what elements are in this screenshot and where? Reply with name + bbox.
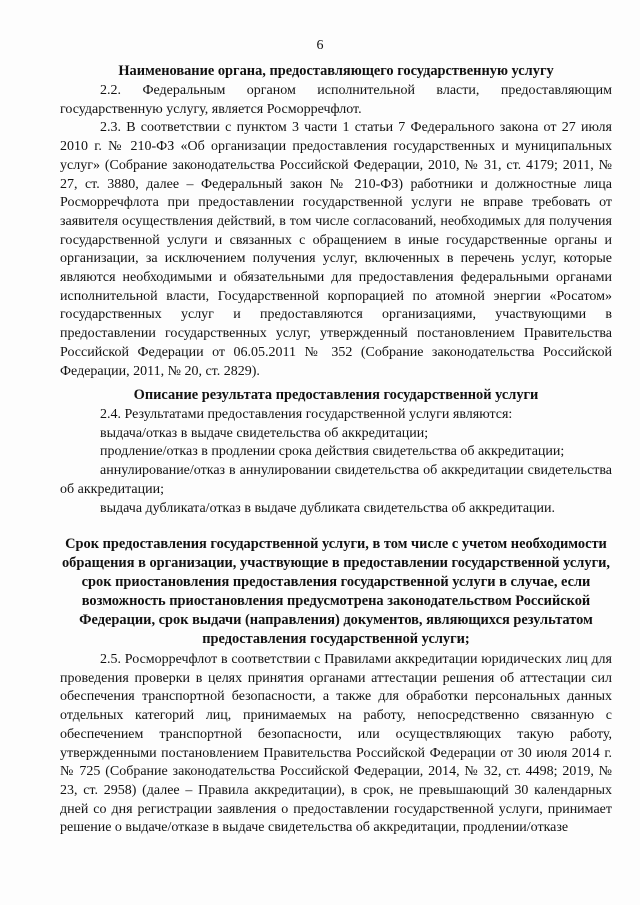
section-heading-result: Описание результата предоставления государственной услуги <box>133 387 539 403</box>
section-heading-term: Срок предоставления государственной услуги, в том числе с учетом необходимости обращения в организации, участвующие в предоставлении государственной услуги, срок приостановления предоставления государственной услуги в случае, если возможность приостановления предусмотрена законодательством Российской Федерации, срок выдачи (направления) документов, являющихся результатом предоставления государственной услуги; <box>61 536 610 647</box>
paragraph-2-4: 2.4. Результатами предоставления государственной услуги являются: <box>100 407 513 422</box>
section-heading-authority: Наименование органа, предоставляющего государственную услугу <box>118 63 554 79</box>
paragraph-2-2: 2.2. Федеральным органом исполнительной власти, предоставляющим государственную услугу, является Росморречфлот. <box>60 83 612 117</box>
section-body-term <box>60 651 612 838</box>
paragraph-2-5: 2.5. Росморречфлот в соответствии с Правилами аккредитации юридических лиц для проведения проверки в целях принятия органами аттестации решения об аттестации сил обеспечения транспортной безопасности, а также для обработки персональных данных отдельных категорий лиц, принимаемых на работу, непосредственно связанную с обеспечением транспортной безопасности, или осуществляющих такую работу, утвержденными постановлением Правительства Российской Федерации от 30 июля 2014 г. № 725 (Собрание законодательства Российской Федерации, 2014, № 32, ст. 4498; 2019, № 23, ст. 2958) (далее – Правила аккредитации), в срок, не превышающий 30 календарных дней со дня регистрации заявления о предоставлении государственной услуги, принимает решение о выдаче/отказе в выдаче свидетельства об аккредитации, продлении/отказе <box>60 652 612 836</box>
section-body-result <box>60 406 612 518</box>
result-item-extension: продление/отказ в продлении срока действия свидетельства об аккредитации; <box>100 444 565 460</box>
result-item-annulment: аннулирование/отказ в аннулировании свидетельства об аккредитации свидетельства об аккредитации; <box>60 463 612 497</box>
page-number: 6 <box>316 38 324 53</box>
section-body-authority <box>60 82 612 381</box>
paragraph-2-3: 2.3. В соответствии с пунктом 3 части 1 статьи 7 Федерального закона от 27 июля 2010 г. № 210-ФЗ «Об организации предоставления государственных и муниципальных услуг» (Собрание законодательства Российской Федерации, 2010, № 31, ст. 4179; 2011, № 27, ст. 3880, далее – Федеральный закон № 210-ФЗ) работники и должностные лица Росморречфлота при предоставлении государственной услуги не вправе требовать от заявителя осуществления действий, в том числе согласований, необходимых для получения государственной услуги и связанных с обращением в иные государственные органы и организации, за исключением получения услуг, включенных в перечень услуг, которые являются необходимыми и обязательными для предоставления федеральными органами исполнительной власти, Государственной корпорацией по атомной энергии «Росатом» государственных услуг и предоставляются организациями, участвующими в предоставлении государственных услуг, утвержденный постановлением Правительства Российской Федерации от 06.05.2011 № 352 (Собрание законодательства Российской Федерации, 2011, № 20, ст. 2829). <box>60 120 612 379</box>
result-item-issue: выдача/отказ в выдаче свидетельства об аккредитации; <box>100 425 429 441</box>
result-item-duplicate: выдача дубликата/отказ в выдаче дубликата свидетельства об аккредитации. <box>100 500 556 516</box>
